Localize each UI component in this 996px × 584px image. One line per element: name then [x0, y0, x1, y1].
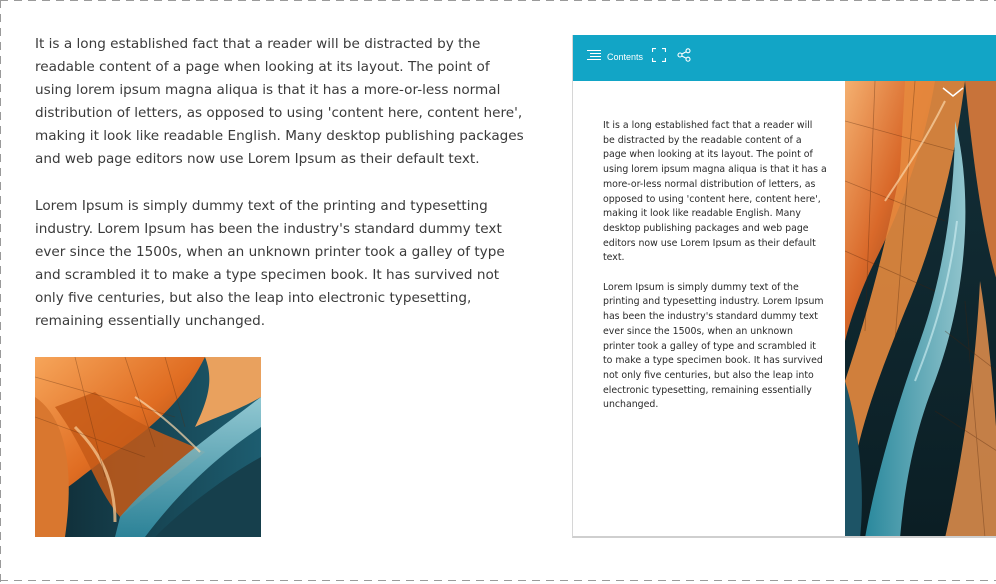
contents-button[interactable]: [587, 47, 643, 67]
document-viewer: [572, 35, 996, 538]
viewer-toolbar: [573, 35, 996, 81]
article-body: [35, 33, 525, 333]
fullscreen-button[interactable]: [652, 47, 666, 67]
viewer-paragraph-1: It is a long established fact that a reader will be distracted by the readable content of a page when looking at its layout. The point of using lorem ipsum magna aliqua is that it has a more-or-less normal distribution of letters, as opposed to using 'content here, content here', making it look like readable English. Many desktop publishing packages and web page editors now use Lorem Ipsum as their default text.: [603, 120, 827, 264]
viewer-paragraph-2: Lorem Ipsum is simply dummy text of the printing and typesetting industry. Lorem Ipsum has been the industry's standard dummy text ever since the 1500s, when an unknown printer took a galley of type and scrambled it to make a type specimen book. It has survived not only five centuries, but also the leap into electronic typesetting, remaining essentially unchanged.: [603, 281, 824, 411]
abstract-metal-artwork: [845, 81, 996, 538]
abstract-metal-artwork: [35, 357, 261, 537]
menu-icon: [587, 48, 601, 66]
share-button[interactable]: [677, 47, 691, 67]
article-thumbnail-image[interactable]: [35, 357, 261, 537]
page-frame-top: [0, 0, 996, 1]
fullscreen-icon: [652, 48, 666, 67]
chevron-down-icon[interactable]: [941, 85, 965, 104]
viewer-page: [573, 81, 845, 538]
article-paragraph-1: It is a long established fact that a reader will be distracted by the readable content of a page when looking at its layout. The point of using lorem ipsum magna aliqua is that it has a more-or-less normal distribution of letters, as opposed to using 'content here, content here', making it look like readable English. Many desktop publishing packages and web page editors now use Lorem Ipsum as their default text.: [35, 36, 524, 167]
article-paragraph-2: Lorem Ipsum is simply dummy text of the printing and typesetting industry. Lorem Ipsum has been the industry's standard dummy text ever since the 1500s, when an unknown printer took a galley of type and scrambled it to make a type specimen book. It has survived not only five centuries, but also the leap into electronic typesetting, remaining essentially unchanged.: [35, 198, 505, 329]
contents-label: Contents: [607, 52, 644, 62]
viewer-page-text: [603, 119, 827, 413]
share-icon: [677, 48, 691, 67]
viewer-side-image: [845, 81, 996, 538]
page-frame-bottom: [0, 580, 996, 581]
page-frame-left: [0, 0, 1, 584]
